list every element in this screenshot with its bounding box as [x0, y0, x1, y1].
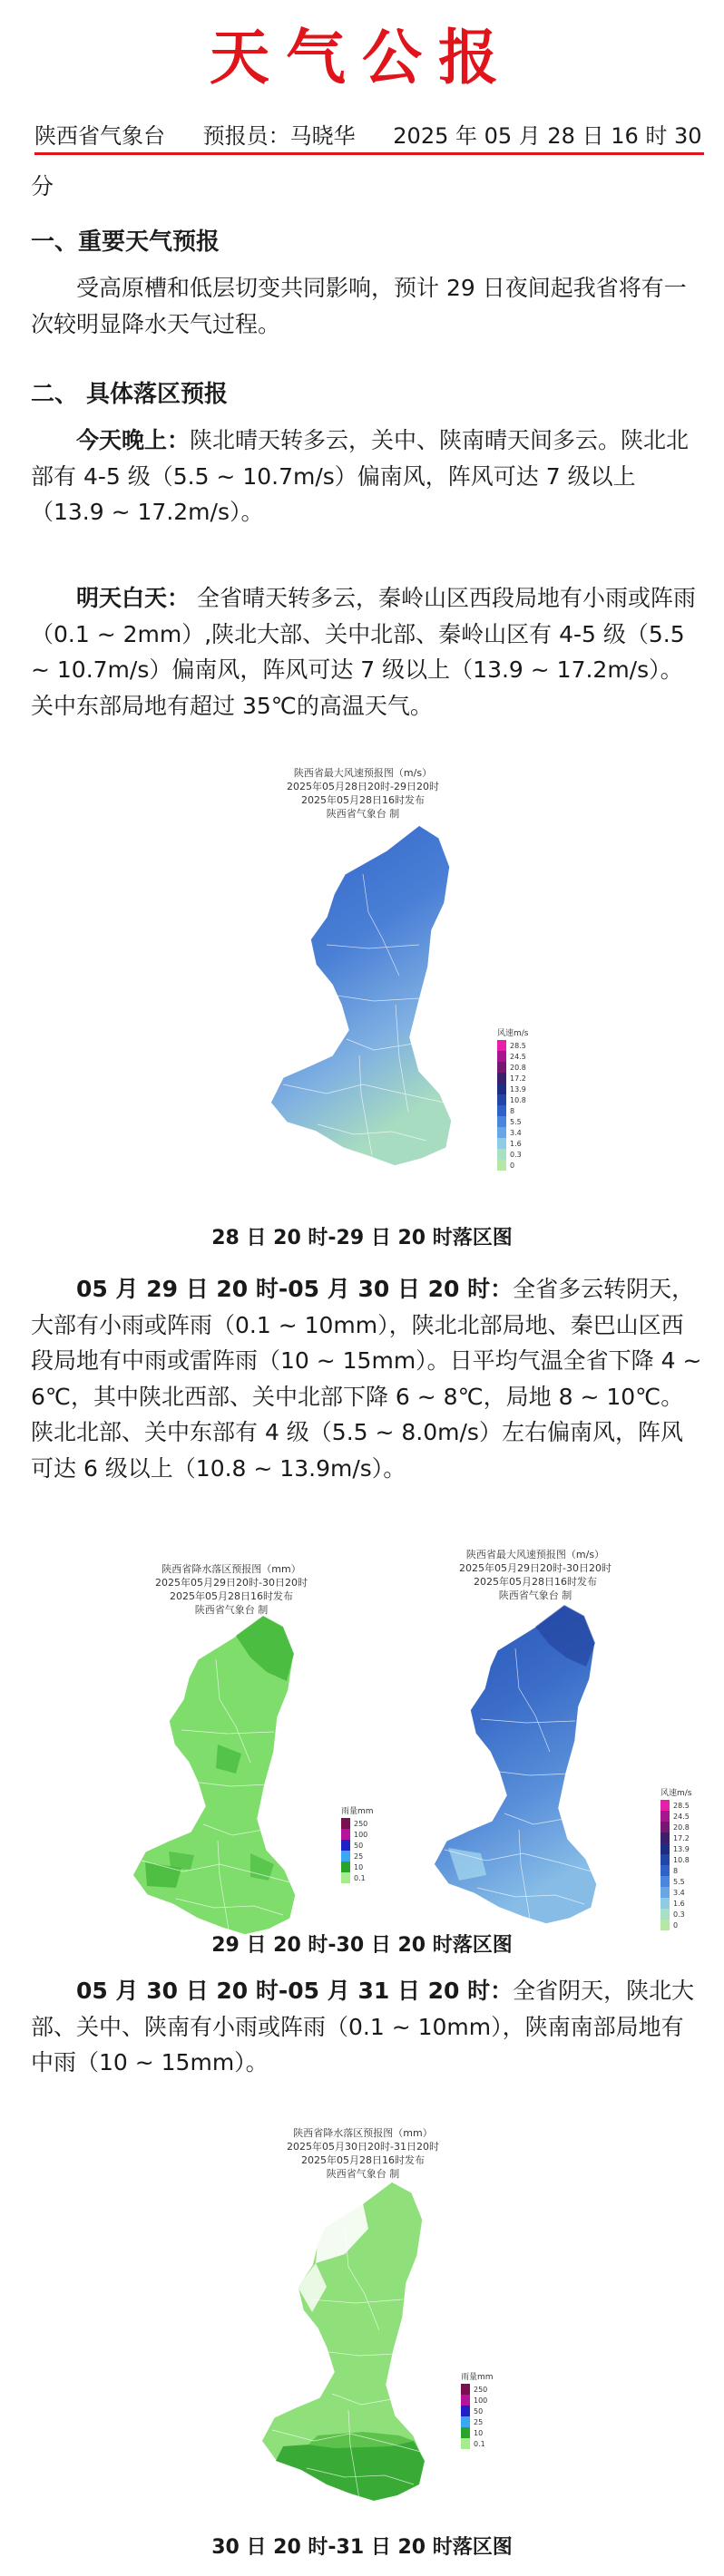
- issue-time-cont: 分: [31, 173, 54, 199]
- map1-legend-row: [497, 1062, 529, 1073]
- map4-legend-row: [461, 2427, 494, 2438]
- map3-legend-row: [660, 1811, 692, 1822]
- map2-legend-value: 25: [354, 1852, 364, 1861]
- map1-legend-value: 17.2: [510, 1074, 526, 1083]
- tonight-forecast: [31, 423, 702, 530]
- map3-org: 陕西省气象台 制: [498, 1589, 572, 1601]
- map2-legend-swatch: [341, 1851, 350, 1862]
- map1-legend-row: [497, 1084, 529, 1094]
- map3-legend-swatch: [660, 1865, 670, 1876]
- map3-legend-swatch: [660, 1811, 670, 1822]
- period3-label: 05 月 30 日 20 时-05 月 31 日 20 时：: [76, 1978, 514, 2004]
- map3-legend-row: [660, 1898, 692, 1909]
- map1-legend-row: [497, 1094, 529, 1105]
- map1-legend-value: 8: [510, 1106, 515, 1115]
- map2-legend-row: [341, 1851, 374, 1862]
- map2-legend-swatch: [341, 1872, 350, 1883]
- map4-legend-value: 250: [474, 2385, 488, 2394]
- map4-title: 陕西省降水落区预报图（mm）: [293, 2127, 433, 2139]
- map1-legend-row: [497, 1105, 529, 1116]
- map4-legend-value: 0.1: [474, 2439, 485, 2448]
- map3-period: 2025年05月29日20时-30日20时: [459, 1561, 611, 1574]
- map3-legend-value: 28.5: [673, 1801, 690, 1810]
- report-meta: [34, 118, 702, 150]
- map3-legend-swatch: [660, 1832, 670, 1843]
- map1-legend-row: [497, 1040, 529, 1051]
- map1-legend-value: 13.9: [510, 1084, 526, 1094]
- map1-legend-swatch: [497, 1127, 506, 1138]
- map1-legend-value: 20.8: [510, 1063, 526, 1072]
- map4-legend-row: [461, 2406, 494, 2416]
- map2-legend-value: 0.1: [354, 1873, 366, 1882]
- precip-map-4: [209, 2127, 517, 2508]
- map4-org: 陕西省气象台 制: [326, 2167, 400, 2180]
- map4-legend-row: [461, 2438, 494, 2449]
- map1-caption: 28 日 20 时-29 日 20 时落区图: [211, 1227, 513, 1249]
- map3-legend-row: [660, 1822, 692, 1832]
- map1-legend-value: 3.4: [510, 1128, 522, 1137]
- map1-issued: 2025年05月28日16时发布: [301, 793, 425, 806]
- map3-shape: [372, 1549, 699, 1930]
- map2-legend-value: 100: [354, 1830, 368, 1839]
- map3-title: 陕西省最大风速预报图（m/s）: [465, 1549, 605, 1560]
- map1-legend-swatch: [497, 1116, 506, 1127]
- map3-legend-row: [660, 1876, 692, 1887]
- map3-legend-row: [660, 1865, 692, 1876]
- map3-legend-swatch: [660, 1887, 670, 1898]
- map1-legend-swatch: [497, 1084, 506, 1094]
- map2-legend-row: [341, 1872, 374, 1883]
- map3-legend-swatch: [660, 1822, 670, 1832]
- map4-legend-value: 50: [474, 2406, 484, 2416]
- map1-legend-value: 5.5: [510, 1117, 522, 1126]
- map2-legend-value: 50: [354, 1841, 364, 1850]
- map2-shape: [82, 1563, 381, 1944]
- map1-legend-swatch: [497, 1138, 506, 1149]
- map1-legend-swatch: [497, 1073, 506, 1084]
- section1-heading: 一、重要天气预报: [31, 228, 220, 256]
- tonight-label: 今天晚上：: [76, 427, 191, 453]
- map4-legend-row: [461, 2384, 494, 2395]
- map4-legend: [461, 2370, 494, 2449]
- map2-legend-row: [341, 1862, 374, 1872]
- map1-legend-swatch: [497, 1051, 506, 1062]
- map2-legend: [341, 1804, 374, 1883]
- map3-legend-value: 0.3: [673, 1910, 685, 1919]
- map4-legend-title: 雨量mm: [461, 2373, 494, 2382]
- map1-legend-swatch: [497, 1105, 506, 1116]
- map2-legend-row: [341, 1840, 374, 1851]
- map1-legend-row: [497, 1138, 529, 1149]
- tonight-text: 陕北晴天转多云，关中、陕南晴天间多云。陕北北部有 4-5 级（5.5 ~ 10.7m/s）偏南风，阵风可达 7 级以上（13.9 ~ 17.2m/s）。: [31, 427, 690, 525]
- map1-legend-value: 24.5: [510, 1052, 526, 1061]
- map4-issued: 2025年05月28日16时发布: [301, 2153, 425, 2166]
- map4-legend-value: 25: [474, 2417, 484, 2426]
- map1-period: 2025年05月28日20时-29日20时: [287, 780, 439, 792]
- map4-legend-swatch: [461, 2406, 470, 2416]
- map4-legend-swatch: [461, 2438, 470, 2449]
- map1-legend-row: [497, 1160, 529, 1171]
- issue-time: 2025 年 05 月 28 日 16 时 30: [393, 123, 702, 149]
- map3-legend-row: [660, 1800, 692, 1811]
- map3-legend-title: 风速m/s: [660, 1789, 692, 1798]
- map1-legend-value: 28.5: [510, 1041, 526, 1050]
- map1-legend-value: 0: [510, 1161, 515, 1170]
- map4-legend-swatch: [461, 2416, 470, 2427]
- map3-legend-swatch: [660, 1854, 670, 1865]
- map4-legend-swatch: [461, 2395, 470, 2406]
- period2-label: 05 月 29 日 20 时-05 月 30 日 20 时：: [76, 1276, 514, 1302]
- map4-legend-row: [461, 2416, 494, 2427]
- tomorrow-forecast: [31, 580, 702, 724]
- map1-legend-swatch: [497, 1094, 506, 1105]
- map2-org: 陕西省气象台 制: [194, 1603, 269, 1616]
- map1-legend-swatch: [497, 1160, 506, 1171]
- map3-legend-swatch: [660, 1898, 670, 1909]
- period3-forecast: [31, 1973, 702, 2081]
- map4-legend-row: [461, 2395, 494, 2406]
- map2-legend-swatch: [341, 1829, 350, 1840]
- map2-legend-row: [341, 1829, 374, 1840]
- map3-legend-value: 10.8: [673, 1855, 690, 1864]
- map1-legend-row: [497, 1127, 529, 1138]
- map1-legend-row: [497, 1116, 529, 1127]
- map3-issued: 2025年05月28日16时发布: [474, 1575, 597, 1588]
- map4-period: 2025年05月30日20时-31日20时: [287, 2140, 439, 2153]
- map2-title: 陕西省降水落区预报图（mm）: [161, 1563, 301, 1575]
- map2-period: 2025年05月29日20时-30日20时: [155, 1576, 308, 1589]
- map1-legend-value: 10.8: [510, 1095, 526, 1104]
- map1-shape: [181, 767, 544, 1166]
- map3-legend-row: [660, 1854, 692, 1865]
- section1-text: 受高原槽和低层切变共同影响，预计 29 日夜间起我省将有一次较明显降水天气过程。: [31, 275, 687, 337]
- map2-legend-swatch: [341, 1840, 350, 1851]
- map1-legend-value: 0.3: [510, 1150, 522, 1159]
- map3-legend-value: 24.5: [673, 1812, 690, 1821]
- map1-org: 陕西省气象台 制: [326, 807, 400, 820]
- forecaster: 预报员：马晓华: [202, 123, 356, 149]
- map3-legend-value: 8: [673, 1866, 679, 1875]
- map1-legend-row: [497, 1073, 529, 1084]
- tomorrow-label: 明天白天：: [76, 585, 191, 611]
- period2-forecast: [31, 1271, 702, 1486]
- map3-legend-swatch: [660, 1843, 670, 1854]
- map2-legend-value: 250: [354, 1819, 368, 1828]
- map1-title: 陕西省最大风速预报图（m/s）: [293, 767, 433, 779]
- map4-caption: 30 日 20 时-31 日 20 时落区图: [211, 2536, 513, 2559]
- map1-legend-row: [497, 1051, 529, 1062]
- map2-legend-title: 雨量mm: [341, 1807, 374, 1816]
- page-title: 天气公报: [210, 22, 514, 92]
- map4-legend-value: 100: [474, 2396, 488, 2405]
- map3-legend-row: [660, 1909, 692, 1920]
- map23-caption: 29 日 20 时-30 日 20 时落区图: [211, 1934, 513, 1957]
- map1-legend-value: 1.6: [510, 1139, 522, 1148]
- map2-legend-row: [341, 1818, 374, 1829]
- map3-legend-value: 20.8: [673, 1823, 690, 1832]
- map4-shape: [209, 2127, 517, 2508]
- period3-text: 全省阴天，陕北大部、关中、陕南有小雨或阵雨（0.1 ~ 10mm），陕南南部局地有中雨（10 ~ 15mm）。: [31, 1978, 695, 2075]
- map2-issued: 2025年05月28日16时发布: [170, 1589, 293, 1602]
- agency: 陕西省气象台: [34, 123, 165, 149]
- map1-legend-swatch: [497, 1149, 506, 1160]
- map2-legend-swatch: [341, 1862, 350, 1872]
- map3-legend-value: 5.5: [673, 1877, 685, 1886]
- map2-legend-swatch: [341, 1818, 350, 1829]
- map1-legend-title: 风速m/s: [497, 1029, 529, 1038]
- wind-map-3: [372, 1549, 699, 1930]
- map4-legend-swatch: [461, 2384, 470, 2395]
- red-rule: [34, 152, 704, 155]
- map1-legend: [497, 1026, 529, 1171]
- tomorrow-text: 全省晴天转多云，秦岭山区西段局地有小雨或阵雨（0.1 ~ 2mm）,陕北大部、关中北部、秦岭山区有 4-5 级（5.5 ~ 10.7m/s）偏南风，阵风可达 7 级以上（13.9 ~ 17.2m/s）。关中东部局地有超过 35℃的高温天气。: [31, 585, 696, 719]
- map1-legend-row: [497, 1149, 529, 1160]
- map2-legend-value: 10: [354, 1862, 364, 1871]
- map3-legend-swatch: [660, 1909, 670, 1920]
- map3-legend-swatch: [660, 1876, 670, 1887]
- map1-legend-swatch: [497, 1062, 506, 1073]
- map3-legend-row: [660, 1843, 692, 1854]
- map3-legend-row: [660, 1832, 692, 1843]
- map3-legend-swatch: [660, 1800, 670, 1811]
- wind-map-1: [181, 767, 544, 1170]
- map4-legend-swatch: [461, 2427, 470, 2438]
- map3-legend-row: [660, 1887, 692, 1898]
- section2-heading: 二、 具体落区预报: [31, 381, 229, 408]
- map3-legend-value: 1.6: [673, 1899, 685, 1908]
- map3-legend-value: 17.2: [673, 1833, 690, 1842]
- map3-legend-value: 3.4: [673, 1888, 685, 1897]
- map3-legend-value: 0: [673, 1920, 679, 1930]
- map3-legend-value: 13.9: [673, 1844, 690, 1853]
- map1-legend-swatch: [497, 1040, 506, 1051]
- precip-map-2: [82, 1563, 381, 1944]
- map3-legend: [660, 1786, 692, 1930]
- period2-text: 全省多云转阴天，大部有小雨或阵雨（0.1 ~ 10mm），陕北北部局地、秦巴山区西段局地有中雨或雷阵雨（10 ~ 15mm）。日平均气温全省下降 4 ~ 6℃，其中陕北西部、关中北部下降 6 ~ 8℃，局地 8 ~ 10℃。陕北北部、关中东部有 4 级（5.5 ~ 8.0m/s）左右偏南风，阵风可达 6 级以上（10.8 ~ 13.9m/s）。: [31, 1276, 702, 1482]
- map4-legend-value: 10: [474, 2428, 484, 2437]
